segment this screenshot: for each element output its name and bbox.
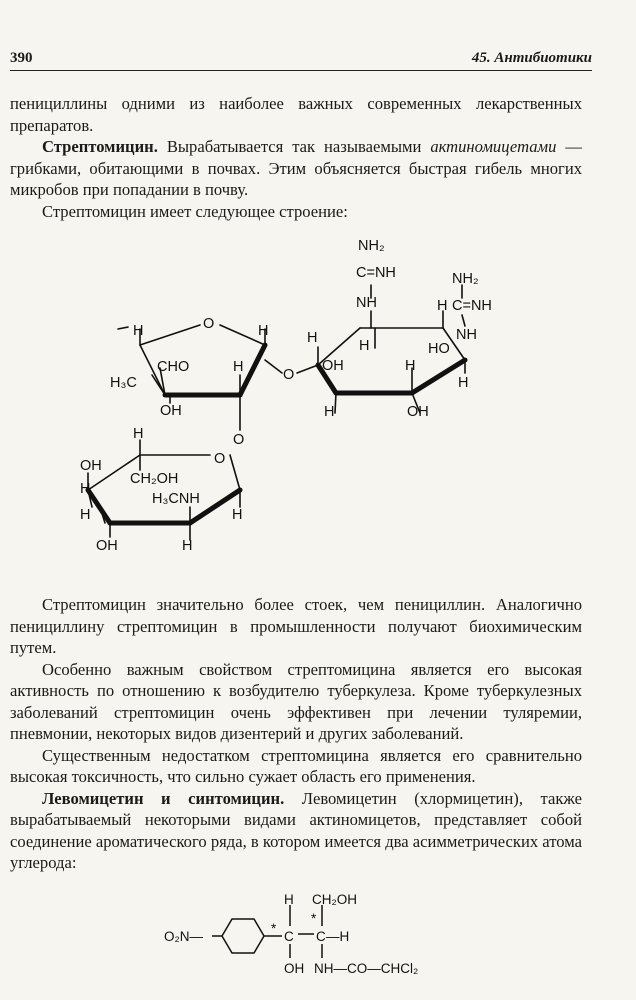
label-h-top: H — [284, 892, 294, 907]
label-h-hex2-left: H — [80, 481, 91, 497]
label-o-five: O — [203, 316, 215, 332]
label-h-hex2-top: H — [133, 426, 144, 442]
label-o-link2: O — [233, 432, 245, 448]
label-h3c: H₃C — [110, 375, 137, 391]
paragraph-text: Вырабатывается так называемыми — [157, 137, 431, 156]
levomycetin-structure — [0, 888, 636, 998]
label-h-five-inner: H — [233, 359, 244, 375]
paragraph-stability: Стрептомицин значительно более стоек, чем пенициллин. Аналогично пенициллину стрептомицин в промышленности получают биохимическим путем. — [10, 595, 582, 657]
label-ch2oh-top: CH₂OH — [312, 892, 357, 907]
label-o-link: O — [283, 367, 295, 383]
label-c2: C — [316, 929, 326, 944]
label-h-right: H — [437, 298, 448, 314]
paragraph-activity: Особенно важным свойством стрептомицина является его высокая активность по отношению к возбудителю туберкулеза. Кроме туберкулезных заболеваний стрептомицин очень эффективен при лечении туляремии, пневмонии, некоторых видов дизентерий и других заболеваний. — [10, 659, 582, 743]
label-c1: C — [284, 929, 294, 944]
label-h-hex1-mid: H — [405, 358, 416, 374]
streptomycin-heading: Стрептомицин. — [42, 137, 158, 156]
label-h-hex1-under: H — [359, 338, 370, 354]
paragraph-text: — грибками, обитающими в почвах. Этим объясняется быстрая гибель многих микробов при попадании в почву. — [10, 137, 582, 199]
label-cho: CHO — [157, 359, 190, 375]
label-h3cnh: H₃CNH — [152, 491, 200, 507]
label-h-hex1-right: H — [458, 375, 469, 391]
label-nh-right: NH — [456, 327, 477, 343]
text-block-top — [10, 93, 582, 222]
paragraph-continuation: пенициллины одними из наиболее важных современных лекарственных препаратов. — [10, 94, 582, 135]
label-h-hex2-bottom: H — [182, 538, 193, 554]
paragraph-structure-intro: Стрептомицин имеет следующее строение: — [42, 201, 348, 221]
page-number: 390 — [10, 50, 33, 66]
label-ch2oh: CH₂OH — [130, 471, 179, 487]
label-h-five-left: H — [133, 323, 144, 339]
chapter-title: 45. Антибиотики — [471, 50, 592, 66]
label-h-hex1-bottom: H — [324, 404, 335, 420]
italic-term: актиномицетами — [430, 137, 557, 156]
paragraph-streptomycin — [10, 136, 582, 201]
label-nh-chain: NH—CO—CHCl₂ — [314, 961, 419, 976]
label-o2n: O₂N— — [164, 929, 203, 944]
label-oh-hex2-left: OH — [80, 458, 102, 474]
paragraph-text: Левомицетин (хлормицетин), также вырабатываемый некоторыми видами актиномицетов, представляет собой соединение ароматического ряда, в котором имеется два асимметрических атома углерода: — [10, 788, 582, 872]
label-oh-hex2-bottom: OH — [96, 538, 118, 554]
label-nh2-right: NH₂ — [452, 271, 479, 287]
label-cnh-right: C=NH — [452, 298, 492, 314]
label-oh-five: OH — [160, 403, 182, 419]
label-o-hex2: O — [214, 451, 226, 467]
levomycetin-heading: Левомицетин и синтомицин. — [42, 788, 285, 808]
label-h-hex2-right: H — [232, 507, 243, 523]
label-cnh-top: C=NH — [356, 265, 396, 281]
text-block-bottom — [10, 594, 582, 874]
label-h-five-right: H — [258, 323, 269, 339]
label-ho-right: HO — [428, 341, 450, 357]
label-nh2-top: NH₂ — [358, 238, 385, 254]
label-h-chain: —H — [326, 929, 350, 944]
label-oh-hex1: OH — [322, 358, 344, 374]
header-rule — [10, 70, 592, 71]
label-star1: * — [271, 921, 277, 936]
label-h-hex1-left: H — [307, 330, 318, 346]
label-star2: * — [311, 911, 317, 926]
paragraph-levomycetin — [10, 788, 582, 874]
label-oh-bottom: OH — [284, 961, 305, 976]
label-oh-hex1-bottom: OH — [407, 404, 429, 420]
paragraph-toxicity: Существенным недостатком стрептомицина является его сравнительно высокая токсичность, что сильно сужает область его применения. — [10, 745, 582, 786]
streptomycin-structure — [0, 225, 636, 585]
label-nh-top: NH — [356, 295, 377, 311]
label-h-hex2-left2: H — [80, 507, 91, 523]
